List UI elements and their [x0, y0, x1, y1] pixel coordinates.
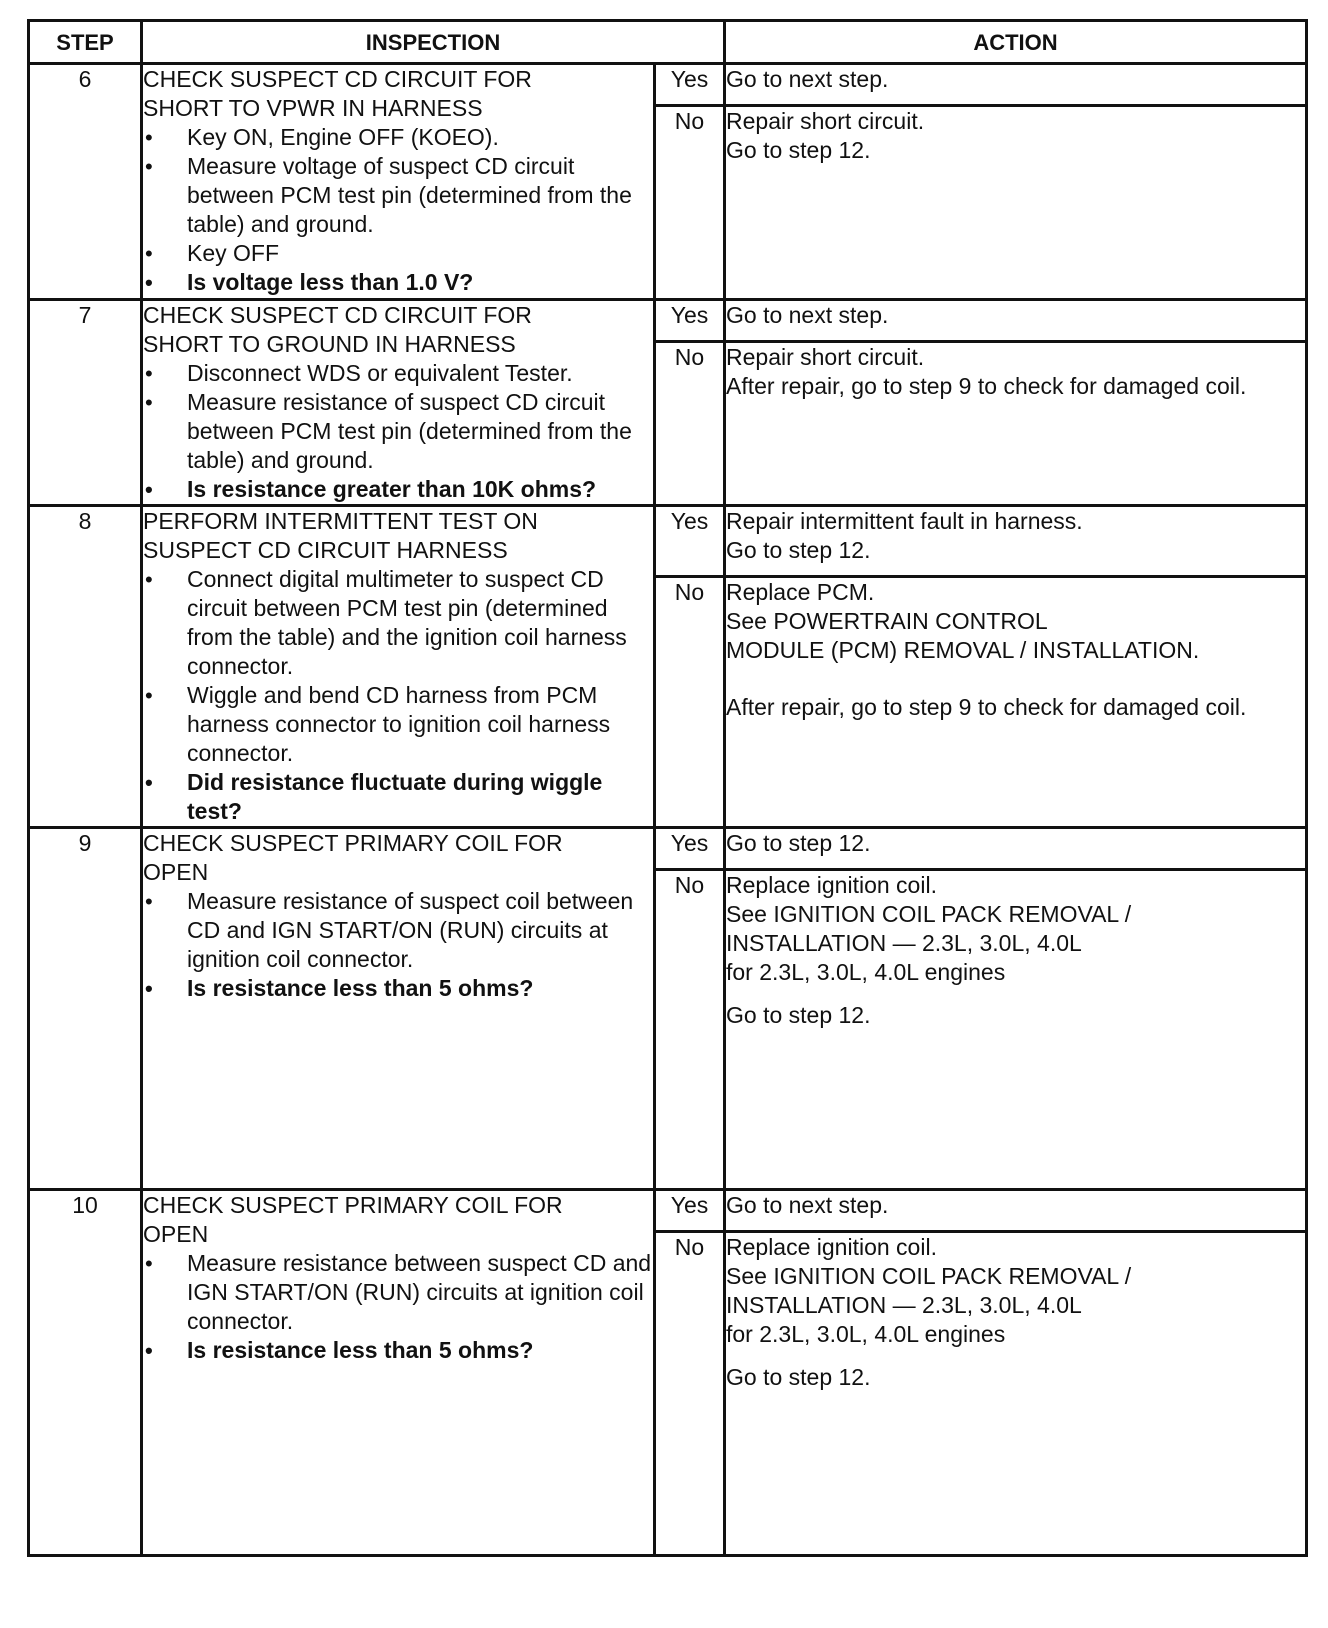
- step-7-yes-row: [29, 300, 1307, 342]
- no-action: Replace ignition coil. See IGNITION COIL PACK REMOVAL / INSTALLATION — 2.3L, 3.0L, 4.0L for 2.3L, 3.0L, 4.0L engines Go to step 12.: [725, 870, 1307, 1190]
- inspection-bullets: [143, 1249, 653, 1365]
- no-label: No: [655, 1232, 725, 1556]
- yes-action: Go to next step.: [725, 64, 1307, 106]
- inspection-question: • Is voltage less than 1.0 V?: [143, 268, 653, 297]
- inspection-bullets: [143, 887, 653, 1003]
- step-header: STEP: [29, 21, 142, 64]
- no-action: Repair short circuit. Go to step 12.: [725, 106, 1307, 300]
- diagnostic-procedure-table: [27, 19, 1308, 1557]
- inspection-title: CHECK SUSPECT CD CIRCUIT FOR SHORT TO VPWR IN HARNESS: [143, 66, 532, 121]
- no-action: Replace PCM. See POWERTRAIN CONTROL MODULE (PCM) REMOVAL / INSTALLATION. After repair, go to step 9 to check for damaged coil.: [725, 576, 1307, 827]
- inspection-title: CHECK SUSPECT CD CIRCUIT FOR SHORT TO GROUND IN HARNESS: [143, 302, 532, 357]
- yes-label: Yes: [655, 1190, 725, 1232]
- yes-action: Go to step 12.: [725, 828, 1307, 870]
- no-label: No: [655, 576, 725, 827]
- no-label: No: [655, 342, 725, 506]
- yes-action: Repair intermittent fault in harness. Go to step 12.: [725, 506, 1307, 577]
- yes-label: Yes: [655, 506, 725, 577]
- inspection-question: • Is resistance less than 5 ohms?: [143, 1336, 653, 1365]
- inspection-title: PERFORM INTERMITTENT TEST ON SUSPECT CD CIRCUIT HARNESS: [143, 508, 538, 563]
- inspection-bullets: [143, 359, 653, 504]
- step-6-inspection: [142, 64, 655, 300]
- yes-label: Yes: [655, 828, 725, 870]
- inspection-title: CHECK SUSPECT PRIMARY COIL FOR OPEN: [143, 1192, 563, 1247]
- inspection-bullets: [143, 565, 653, 826]
- bullet-item: • Disconnect WDS or equivalent Tester.: [143, 359, 653, 388]
- step-6-yes-row: [29, 64, 1307, 106]
- step-number: 9: [29, 828, 142, 1190]
- inspection-bullets: [143, 123, 653, 297]
- step-number: 10: [29, 1190, 142, 1556]
- inspection-question: • Did resistance fluctuate during wiggle test?: [143, 768, 653, 826]
- no-action: Replace ignition coil. See IGNITION COIL PACK REMOVAL / INSTALLATION — 2.3L, 3.0L, 4.0L for 2.3L, 3.0L, 4.0L engines Go to step 12.: [725, 1232, 1307, 1556]
- step-9-yes-row: [29, 828, 1307, 870]
- yes-action: Go to next step.: [725, 1190, 1307, 1232]
- bullet-item: • Key OFF: [143, 239, 653, 268]
- action-header: ACTION: [725, 21, 1307, 64]
- bullet-item: • Key ON, Engine OFF (KOEO).: [143, 123, 653, 152]
- bullet-item: • Connect digital multimeter to suspect CD circuit between PCM test pin (determined from the table) and the ignition coil harness connector.: [143, 565, 653, 681]
- step-8-yes-row: [29, 506, 1307, 577]
- inspection-header: INSPECTION: [142, 21, 725, 64]
- bullet-item: • Measure resistance of suspect coil between CD and IGN START/ON (RUN) circuits at ignition coil connector.: [143, 887, 653, 974]
- no-label: No: [655, 106, 725, 300]
- step-number: 8: [29, 506, 142, 828]
- header-row: [29, 21, 1307, 64]
- inspection-question: • Is resistance less than 5 ohms?: [143, 974, 653, 1003]
- inspection-title: CHECK SUSPECT PRIMARY COIL FOR OPEN: [143, 830, 563, 885]
- no-label: No: [655, 870, 725, 1190]
- step-number: 6: [29, 64, 142, 300]
- no-action: Repair short circuit. After repair, go to step 9 to check for damaged coil.: [725, 342, 1307, 506]
- step-10-inspection: [142, 1190, 655, 1556]
- step-8-inspection: [142, 506, 655, 828]
- step-10-yes-row: [29, 1190, 1307, 1232]
- yes-label: Yes: [655, 64, 725, 106]
- bullet-item: • Measure resistance of suspect CD circuit between PCM test pin (determined from the table) and ground.: [143, 388, 653, 475]
- step-9-inspection: [142, 828, 655, 1190]
- inspection-question: • Is resistance greater than 10K ohms?: [143, 475, 653, 504]
- bullet-item: • Measure resistance between suspect CD and IGN START/ON (RUN) circuits at ignition coil connector.: [143, 1249, 653, 1336]
- yes-label: Yes: [655, 300, 725, 342]
- yes-action: Go to next step.: [725, 300, 1307, 342]
- step-number: 7: [29, 300, 142, 506]
- step-7-inspection: [142, 300, 655, 506]
- bullet-item: • Measure voltage of suspect CD circuit between PCM test pin (determined from the table) and ground.: [143, 152, 653, 239]
- bullet-item: • Wiggle and bend CD harness from PCM harness connector to ignition coil harness connector.: [143, 681, 653, 768]
